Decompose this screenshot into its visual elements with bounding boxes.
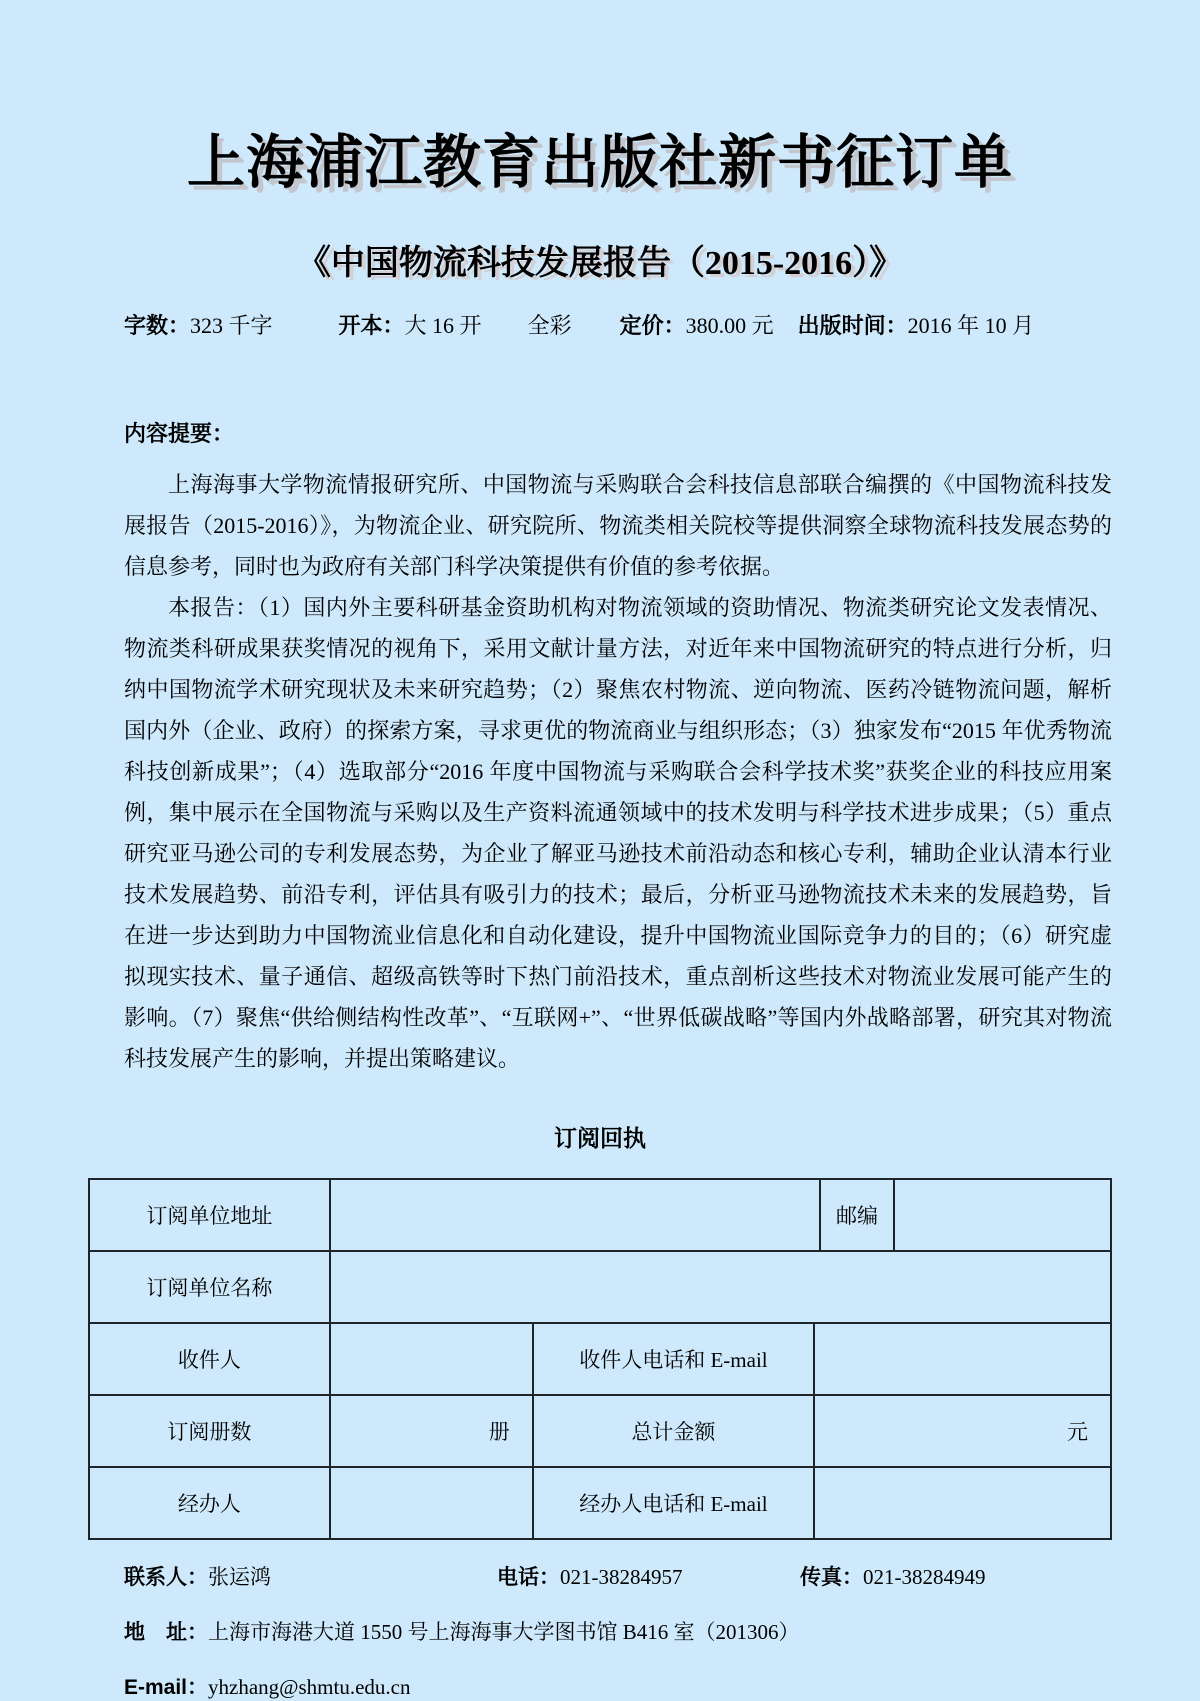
meta-word-count (124, 313, 273, 338)
contact-phone-label: 电话： (497, 1566, 560, 1590)
receipt-heading: 订阅回执 (554, 1125, 646, 1152)
meta-pub-date-value: 2016 年 10 月 (907, 313, 1035, 339)
contact-fax (800, 1561, 986, 1591)
meta-word-count-label: 字数： (124, 313, 191, 339)
cell-unit-name-input[interactable] (331, 1252, 1110, 1322)
table-row-address (90, 1180, 1110, 1252)
cell-agent-contact-label: 经办人电话和 E-mail (534, 1468, 816, 1538)
cell-recipient-input[interactable] (331, 1324, 534, 1394)
contact-email-value: yhzhang@shmtu.edu.cn (208, 1675, 411, 1700)
cell-copies-input[interactable]: 册 (331, 1396, 534, 1466)
contact-row-1 (124, 1561, 1111, 1591)
cell-recipient-label: 收件人 (90, 1324, 331, 1394)
contact-address (124, 1616, 1111, 1646)
contact-fax-label: 传真： (800, 1566, 863, 1590)
contact-person-label: 联系人： (124, 1566, 208, 1590)
meta-pub-date (798, 313, 1035, 338)
table-row-agent (90, 1468, 1110, 1538)
contact-address-label: 地 址： (124, 1621, 208, 1645)
meta-pub-date-label: 出版时间： (797, 313, 908, 339)
contact-block (124, 1561, 1111, 1701)
meta-format-value: 大 16 开 (404, 313, 482, 339)
meta-price (620, 313, 774, 338)
content-summary-heading: 内容提要： (124, 421, 235, 447)
page-title: 上海浦江教育出版社新书征订单 (186, 130, 1013, 195)
book-title: 《中国物流科技发展报告（2015-2016）》 (296, 244, 904, 282)
meta-color-type (528, 313, 572, 338)
receipt-table (88, 1178, 1112, 1540)
summary-paragraph-1: 上海海事大学物流情报研究所、中国物流与采购联合会科技信息部联合编撰的《中国物流科技发展报告（2015-2016）》，为物流企业、研究院所、物流类相关院校等提供洞察全球物流科技发展态势的信息参考，同时也为政府有关部门科学决策提供有价值的参考依据。 (124, 472, 1112, 580)
contact-address-value: 上海市海港大道 1550 号上海海事大学图书馆 B416 室（201306） (208, 1620, 800, 1645)
cell-unit-name-label: 订阅单位名称 (90, 1252, 331, 1322)
cell-recipient-contact-label: 收件人电话和 E-mail (534, 1324, 816, 1394)
cell-total-amount-input[interactable]: 元 (1066, 1420, 1088, 1445)
summary-paragraph-2: 本报告：（1）国内外主要科研基金资助机构对物流领域的资助情况、物流类研究论文发表情况、物流类科研成果获奖情况的视角下，采用文献计量方法，对近年来中国物流研究的特点进行分析，归纳中国物流学术研究现状及未来研究趋势；（2）聚焦农村物流、逆向物流、医药冷链物流问题，解析国内外（企业、政府）的探索方案，寻求更优的物流商业与组织形态；（3）独家发布“2015 年优秀物流科技创新成果”；（4）选取部分“2016 年度中国物流与采购联合会科学技术奖”获奖企业的科技应用案例，集中展示在全国物流与采购以及生产资料流通领域中的技术发明与科学技术进步成果；（5）重点研究亚马逊公司的专利发展态势，为企业了解亚马逊技术前沿动态和核心专利，辅助企业认清本行业技术发展趋势、前沿专利，评估具有吸引力的技术；最后，分析亚马逊物流技术未来的发展趋势，旨在进一步达到助力中国物流业信息化和自动化建设，提升中国物流业国际竞争力的目的；（6）研究虚拟现实技术、量子通信、超级高铁等时下热门前沿技术，重点剖析这些技术对物流业发展可能产生的影响。（7）聚焦“供给侧结构性改革”、“互联网+”、“世界低碳战略”等国内外战略部署，研究其对物流科技发展产生的影响，并提出策略建议。 (124, 595, 1112, 1072)
cell-agent-input[interactable] (331, 1468, 534, 1538)
cell-recipient-contact-input[interactable] (815, 1324, 1110, 1394)
table-row-recipient (90, 1324, 1110, 1396)
contact-phone (497, 1561, 800, 1591)
cell-unit-address-input[interactable] (331, 1180, 822, 1250)
cell-agent-label: 经办人 (90, 1468, 331, 1538)
table-row-unit-name (90, 1252, 1110, 1324)
cell-zip-input[interactable] (895, 1180, 1110, 1250)
cell-zip-label: 邮编 (821, 1180, 894, 1250)
meta-price-value: 380.00 元 (685, 313, 774, 339)
cell-unit-address-label: 订阅单位地址 (90, 1180, 331, 1250)
book-meta-line (124, 311, 1111, 342)
contact-person-value: 张运鸿 (208, 1565, 271, 1590)
contact-person (124, 1561, 497, 1591)
meta-format (339, 313, 482, 338)
content-summary-section (124, 417, 1112, 1079)
table-row-copies (90, 1396, 1110, 1468)
cell-total-amount-label: 总计金额 (534, 1396, 816, 1466)
meta-format-label: 开本： (338, 313, 405, 339)
meta-price-label: 定价： (619, 313, 686, 339)
contact-fax-value: 021-38284949 (863, 1565, 986, 1590)
cell-copies-label: 订阅册数 (90, 1396, 331, 1466)
cell-agent-contact-input[interactable] (815, 1468, 1110, 1538)
contact-phone-value: 021-38284957 (560, 1565, 683, 1590)
meta-color-type-value: 全彩 (527, 313, 572, 339)
meta-word-count-value: 323 千字 (190, 313, 273, 339)
contact-email-label: E-mail： (124, 1676, 209, 1700)
